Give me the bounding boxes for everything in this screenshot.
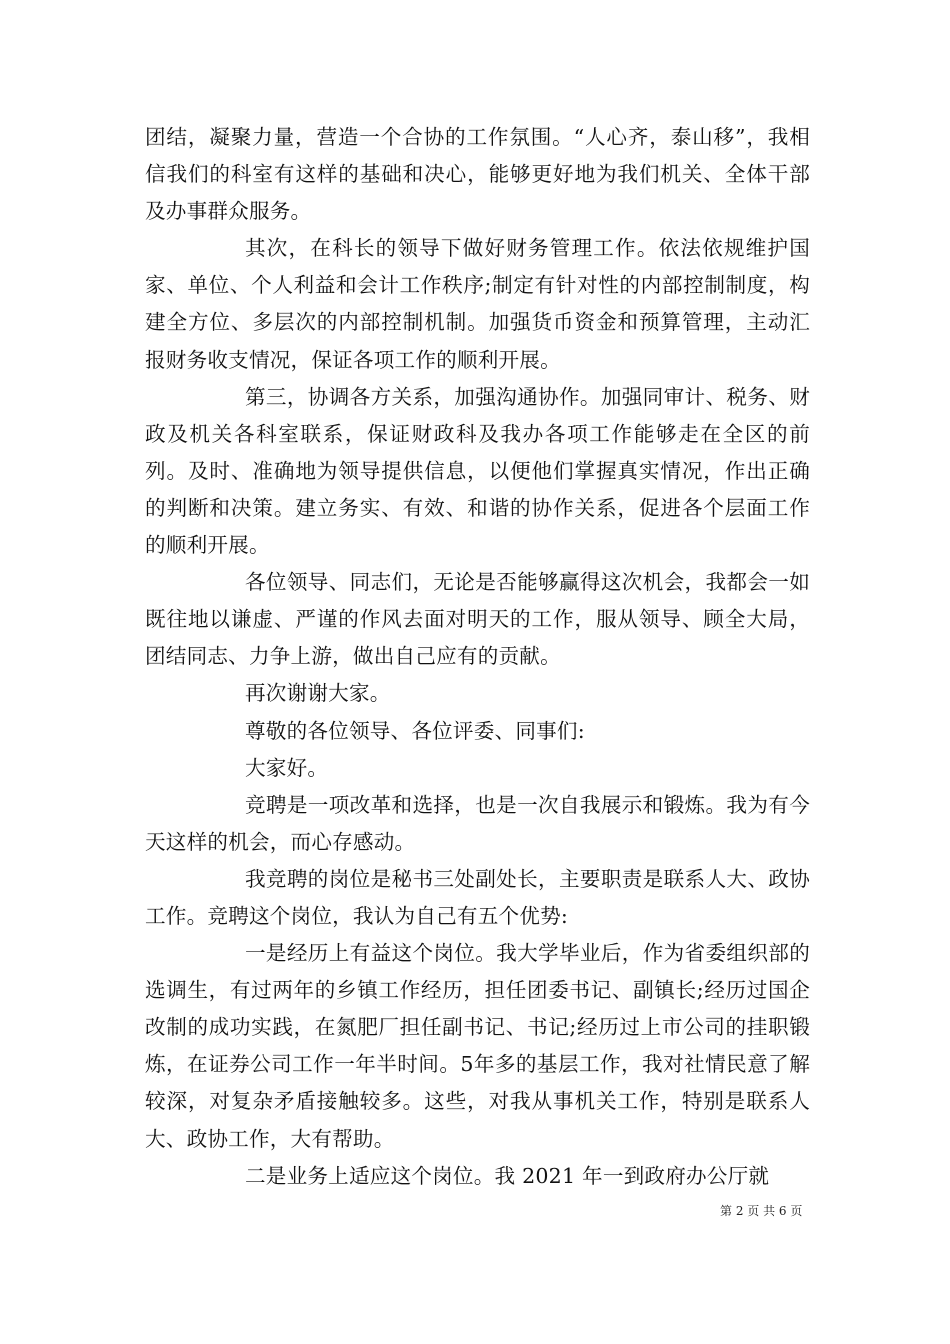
page-number: 第 2 页 共 6 页 <box>720 1204 803 1218</box>
paragraph-11: 二是业务上适应这个岗位。我 2021 年一到政府办公厅就 <box>245 1163 770 1188</box>
paragraph-8: 竞聘是一项改革和选择，也是一次自我展示和锻炼。我为有今天这样的机会，而心存感动。 <box>145 792 810 854</box>
paragraph-9: 我竞聘的岗位是秘书三处副处长，主要职责是联系人大、政协工作。竞聘这个岗位，我认为自己有五个优势: <box>145 866 810 928</box>
paragraph-5: 再次谢谢大家。 <box>245 681 391 706</box>
document-body <box>145 119 810 1195</box>
paragraph-2: 其次，在科长的领导下做好财务管理工作。依法依规维护国家、单位、个人利益和会计工作秩序;制定有针对性的内部控制制度，构建全方位、多层次的内部控制机制。加强货币资金和预算管理，主动汇报财务收支情况，保证各项工作的顺利开展。 <box>145 236 810 372</box>
paragraph-3: 第三，协调各方关系，加强沟通协作。加强同审计、税务、财政及机关各科室联系，保证财政科及我办各项工作能够走在全区的前列。及时、准确地为领导提供信息，以便他们掌握真实情况，作出正确的判断和决策。建立务实、有效、和谐的协作关系，促进各个层面工作的顺利开展。 <box>145 384 810 558</box>
paragraph-1: 团结，凝聚力量，营造一个合协的工作氛围。“人心齐，泰山移”，我相信我们的科室有这样的基础和决心，能够更好地为我们机关、全体干部及办事群众服务。 <box>145 125 810 224</box>
paragraph-10: 一是经历上有益这个岗位。我大学毕业后，作为省委组织部的选调生，有过两年的乡镇工作经历，担任团委书记、副镇长;经历过国企改制的成功实践，在氮肥厂担任副书记、书记;经历过上市公司的挂职锻炼，在证券公司工作一年半时间。5年多的基层工作，我对社情民意了解较深，对复杂矛盾接触较多。这些，对我从事机关工作，特别是联系人大、政协工作，大有帮助。 <box>145 941 810 1151</box>
paragraph-4: 各位领导、同志们，无论是否能够赢得这次机会，我都会一如既往地以谦虚、严谨的作风去面对明天的工作，服从领导、顾全大局，团结同志、力争上游，做出自己应有的贡献。 <box>145 570 810 669</box>
paragraph-6: 尊敬的各位领导、各位评委、同事们: <box>245 718 585 743</box>
paragraph-7: 大家好。 <box>245 755 329 780</box>
